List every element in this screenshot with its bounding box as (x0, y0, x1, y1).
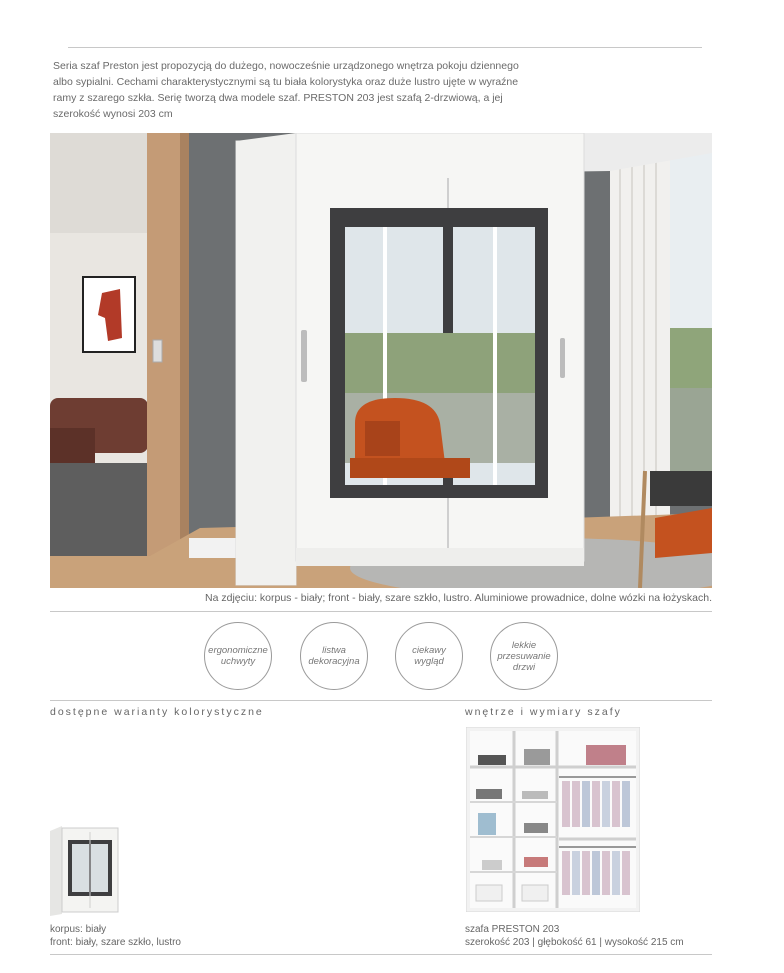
feature-easy-sliding: lekkie przesuwanie drzwi (490, 622, 558, 690)
variant-front: front: biały, szare szkło, lustro (50, 937, 181, 948)
interior-model: szafa PRESTON 203 (465, 924, 560, 935)
interior-diagram (466, 727, 640, 912)
room-photo (50, 133, 712, 588)
intro-line: szerokość wynosi 203 cm (53, 108, 173, 120)
interior-dimensions: szerokość 203 | głębokość 61 | wysokość 215 cm (465, 937, 684, 948)
intro-line: ramy z szarego szkła. Serię tworzą dwa modele szaf. PRESTON 203 jest szafą 2-drzwiową, a jej (53, 92, 503, 104)
feature-interesting-look: ciekawy wygląd (395, 622, 463, 690)
feature-ergonomic-handles: ergonomiczne uchwyty (204, 622, 272, 690)
variant-korpus: korpus: biały (50, 924, 107, 935)
feature-decorative-strip: listwa dekoracyjna (300, 622, 368, 690)
intro-line: Seria szaf Preston jest propozycją do dużego, nowocześnie urządzonego wnętrza pokoju dziennego (53, 60, 519, 72)
interior-title: wnętrze i wymiary szafy (465, 706, 622, 718)
variants-title: dostępne warianty kolorystyczne (50, 706, 264, 718)
intro-line: albo sypialni. Cechami charakterystycznymi są tu biała kolorystyka oraz duże lustro ujęte w wyraźne (53, 76, 519, 88)
top-divider (68, 47, 702, 48)
variant-thumbnail[interactable] (50, 826, 120, 916)
intro-text (53, 58, 573, 122)
caption-divider (50, 611, 712, 612)
photo-caption: Na zdjęciu: korpus - biały; front - biały, szare szkło, lustro. Aluminiowe prowadnice, dolne wózki na łożyskach. (205, 592, 712, 604)
bottom-divider (50, 954, 712, 955)
features-divider (50, 700, 712, 701)
